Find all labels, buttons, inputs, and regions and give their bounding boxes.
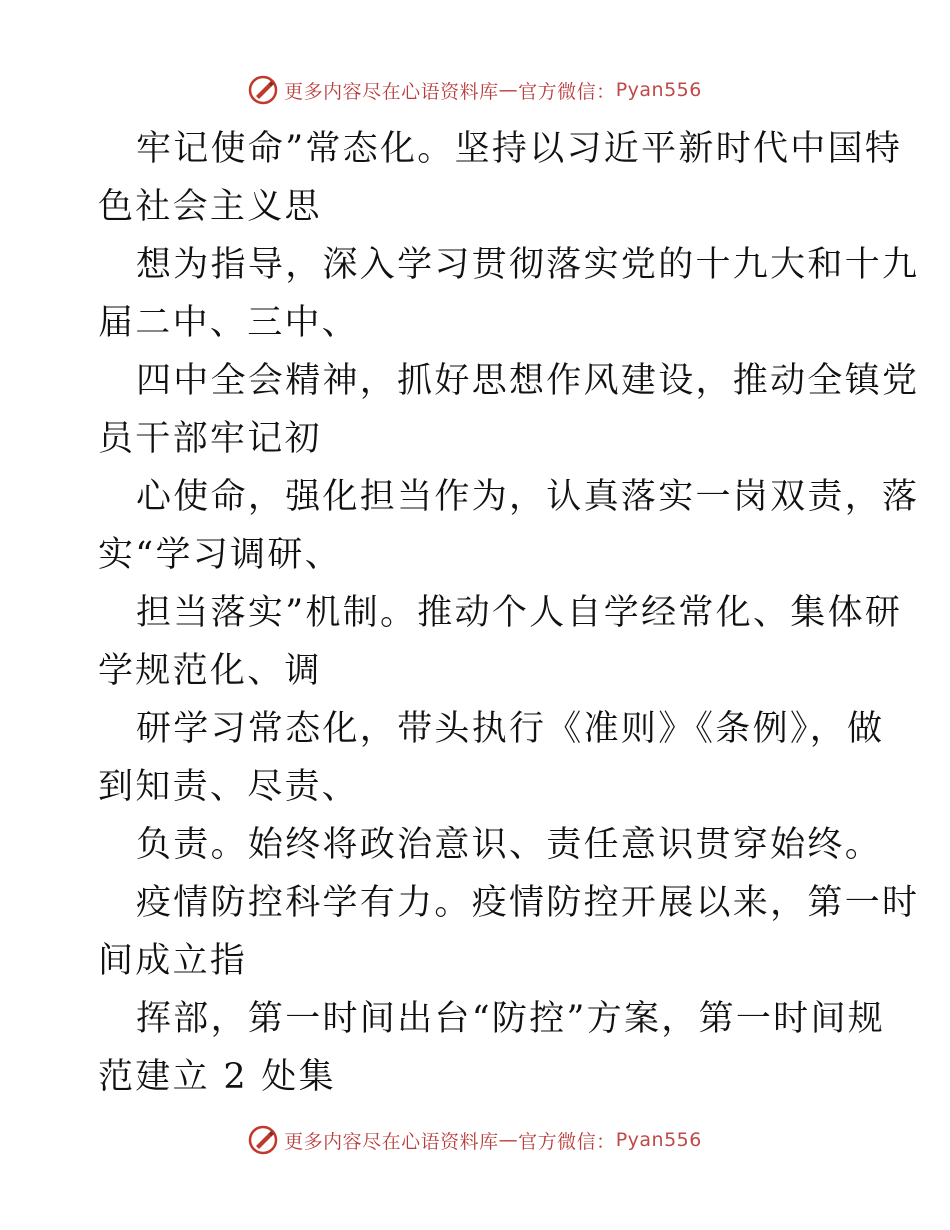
watermark-text: 更多内容尽在心语资料库 xyxy=(284,1130,499,1153)
watermark-wechat-label: 官方微信： xyxy=(518,1130,616,1153)
text-line: 想为指导，深入学习贯彻落实党的十九大和十九 xyxy=(136,245,920,285)
text-line: 心使命，强化担当作为，认真落实一岗双责，落 xyxy=(136,477,920,517)
text-line: 负责。始终将政治意识、责任意识贯穿始终。 xyxy=(136,825,883,865)
watermark-wechat-id: Pyan556 xyxy=(615,1129,702,1151)
text-line: 员干部牢记初 xyxy=(98,419,322,459)
text-line: 四中全会精神，抓好思想作风建设，推动全镇党 xyxy=(136,361,920,401)
text-line: 范建立 2 处集 xyxy=(98,1057,336,1097)
watermark-separator: — xyxy=(498,79,519,101)
text-line: 学规范化、调 xyxy=(98,651,322,691)
watermark-text: 更多内容尽在心语资料库 xyxy=(284,80,499,103)
text-line: 担当落实”机制。推动个人自学经常化、集体研 xyxy=(136,593,903,633)
watermark-wechat-id: Pyan556 xyxy=(615,79,702,101)
text-line: 实“学习调研、 xyxy=(98,535,342,575)
footer-watermark xyxy=(0,1120,950,1160)
watermark-separator: — xyxy=(498,1129,519,1151)
text-line: 研学习常态化，带头执行《准则》《条例》，做 xyxy=(136,709,885,749)
brand-logo-icon xyxy=(248,1125,278,1155)
text-line: 间成立指 xyxy=(98,941,248,981)
document-body xyxy=(98,120,920,1106)
text-line: 疫情防控科学有力。疫情防控开展以来，第一时 xyxy=(136,883,920,923)
text-line: 到知责、尽责、 xyxy=(98,767,360,807)
text-line: 届二中、三中、 xyxy=(98,303,360,343)
text-line: 挥部，第一时间出台“防控”方案，第一时间规 xyxy=(136,999,886,1039)
text-line: 色社会主义思 xyxy=(98,187,322,227)
brand-logo-icon xyxy=(248,75,278,105)
text-line: 牢记使命”常态化。坚持以习近平新时代中国特 xyxy=(136,129,903,169)
header-watermark xyxy=(0,70,950,110)
watermark-wechat-label: 官方微信： xyxy=(518,80,616,103)
